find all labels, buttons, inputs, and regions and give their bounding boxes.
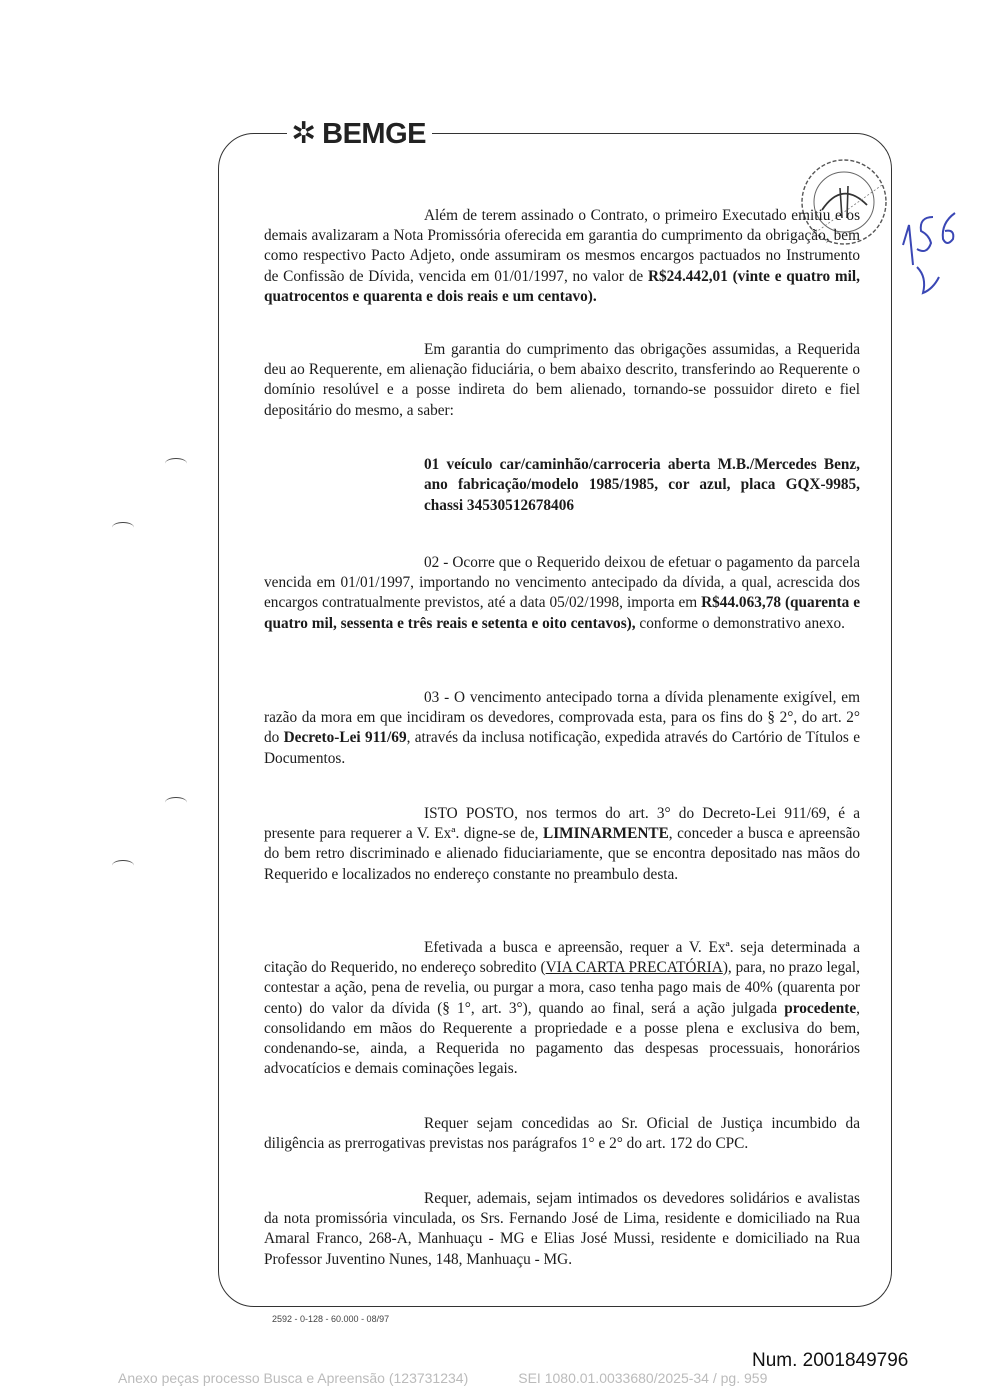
footer-left-text: Anexo peças processo Busca e Apreensão (123731234)	[118, 1370, 469, 1386]
form-code: 2592 - 0-128 - 60.000 - 08/97	[272, 1314, 390, 1324]
punch-hole-mark	[112, 522, 134, 533]
footer-right-text: SEI 1080.01.0033680/2025-34 / pg. 959	[518, 1370, 768, 1386]
paragraph-4: 03 - O vencimento antecipado torna a dívida plenamente exigível, em razão da mora em que incidiram os devedores, comprovada esta, para os fins do § 2°, do art. 2° do Decreto-Lei 911/69, através da inclusa notificação, expedida através do Cartório de Títulos e Documentos.	[264, 689, 860, 767]
bemge-logo	[287, 116, 432, 152]
paragraph-8: Requer, ademais, sejam intimados os devedores solidários e avalistas da nota promissória vinculada, os Srs. Fernando José de Lima, residente e domiciliado na Rua Amaral Franco, 268-A, Manhuaçu - MG e Elias José Mussi, residente e domiciliado na Rua Professor Juventino Nunes, 148, Manhuaçu - MG.	[264, 1190, 860, 1268]
frame-top-line	[255, 133, 285, 134]
vehicle-description: 01 veículo car/caminhão/carroceria aberta M.B./Mercedes Benz, ano fabricação/modelo 1985/1985, cor azul, placa GQX-9985, chassi 34530512678406	[424, 456, 860, 514]
paragraph-7: Requer sejam concedidas ao Sr. Oficial de Justiça incumbido da diligência as prerrogativas previstas nos parágrafos 1° e 2° do art. 172 do CPC.	[264, 1115, 860, 1153]
document-number: Num. 2001849796	[752, 1350, 909, 1371]
punch-hole-mark	[165, 797, 187, 808]
bemge-logo-text: BEMGE	[322, 117, 426, 150]
paragraph-5: ISTO POSTO, nos termos do art. 3° do Decreto-Lei 911/69, é a presente para requerer a V. Exª. digne-se de, LIMINARMENTE, conceder a busca e apreensão do bem retro discriminado e alienado fiduciariamente, que se encontra depositado nas mãos do Requerido e localizados no endereço constante no preambulo desta.	[264, 805, 861, 883]
footer-line	[118, 1370, 767, 1386]
punch-hole-mark	[112, 860, 134, 871]
paragraph-1: Além de terem assinado o Contrato, o primeiro Executado emitiu e os demais avalizaram a Nota Promissória oferecida em garantia do cumprimento da obrigação, bem como respectivo Pacto Adjeto, onde assumiram os mesmos encargos pactuados no Instrumento de Confissão de Dívida, vencida em 01/01/1997, no valor de R$24.442,01 (vinte e quatro mil, quatrocentos e quarenta e dois reais e um centavo).	[264, 207, 861, 305]
paragraph-2: Em garantia do cumprimento das obrigações assumidas, a Requerida deu ao Requerente, em alienação fiduciária, o bem abaixo descrito, transferindo ao Requerente o domínio resolúvel e a posse indireta do bem alienado, tornando-se possuidor direto e fiel depositário do mesmo, a saber:	[264, 341, 860, 419]
handwritten-page-number	[895, 205, 965, 305]
bemge-asterisk-icon: ✲	[291, 116, 317, 151]
punch-hole-mark	[165, 458, 187, 469]
paragraph-6: Efetivada a busca e apreensão, requer a V. Exª. seja determinada a citação do Requerido, no endereço sobredito (VIA CARTA PRECATÓRIA), para, no prazo legal, contestar a ação, pena de revelia, ou purgar a mora, caso tenha pago mais de 40% (quarenta por cento) do valor da dívida (§ 1°, art. 3°), quando ao final, será a ação julgada procedente, consolidando em mãos do Requerente a propriedade e a posse plena e exclusiva do bem, condenando-se, ainda, a Requerida no pagamento das despesas processuais, honorários advocatícios e demais cominações legais.	[264, 939, 861, 1078]
paragraph-3: 02 - Ocorre que o Requerido deixou de efetuar o pagamento da parcela vencida em 01/01/1997, importando no vencimento antecipado da dívida, a qual, acrescida dos encargos contratualmente previstos, até a data 05/02/1998, importa em R$44.063,78 (quarenta e quatro mil, sessenta e três reais e setenta e oito centavos), conforme o demonstrativo anexo.	[264, 554, 860, 632]
